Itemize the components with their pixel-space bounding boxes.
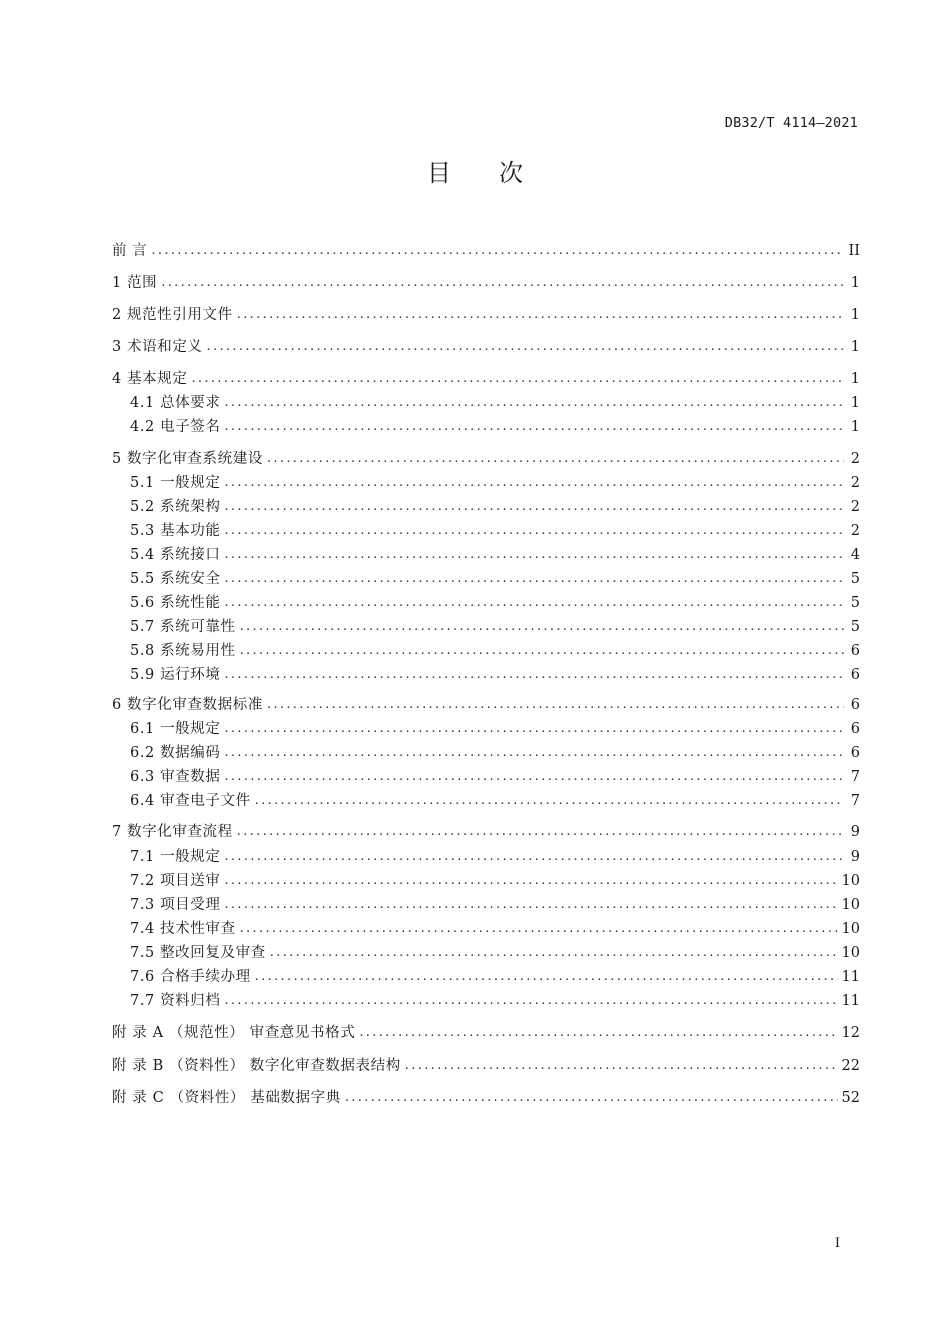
toc-entry-label: 5.8 系统易用性 [130,643,236,659]
toc-entry[interactable] [112,240,860,262]
toc-entry[interactable] [112,592,860,614]
toc-entry-label: 6.3 审查数据 [130,769,221,785]
toc-dot-leader [224,472,844,494]
toc-entry[interactable] [112,568,860,590]
toc-dot-leader [267,448,844,470]
toc-entry-page: 10 [841,945,860,961]
toc-entry-page: 22 [841,1058,860,1074]
toc-dot-leader [224,520,844,542]
toc-entry[interactable] [112,846,860,868]
toc-entry-page: 6 [850,643,860,659]
toc-dot-leader [151,240,844,262]
toc-dot-leader [359,1022,837,1044]
toc-dot-leader [224,544,844,566]
toc-entry-label: 4 基本规定 [112,371,188,387]
toc-entry-label: 7.7 资料归档 [130,993,221,1009]
toc-entry-label: 7.4 技术性审查 [130,921,236,937]
toc-entry-page: 7 [850,769,860,785]
toc-entry[interactable] [112,472,860,494]
toc-entry[interactable] [112,1087,860,1109]
toc-entry-page: 9 [850,849,860,865]
toc-dot-leader [224,496,844,518]
toc-entry[interactable] [112,1022,860,1044]
toc-dot-leader [224,742,844,764]
page-number: I [834,1236,840,1251]
toc-entry-label: 5.7 系统可靠性 [130,619,236,635]
toc-entry-label: 5.5 系统安全 [130,571,221,587]
toc-entry-page: 5 [850,571,860,587]
toc-entry[interactable] [112,272,860,294]
toc-entry-label: 7.5 整改回复及审查 [130,945,266,961]
toc-entry-page: 6 [850,697,860,713]
toc-entry-label: 7.1 一般规定 [130,849,221,865]
toc-entry[interactable] [112,694,860,716]
toc-entry[interactable] [112,392,860,414]
toc-dot-leader [224,664,844,686]
toc-entry-page: 1 [850,339,860,355]
toc-entry[interactable] [112,990,860,1012]
toc-dot-leader [224,392,844,414]
toc-entry-page: 52 [841,1090,860,1106]
toc-entry-page: 6 [850,721,860,737]
toc-entry-label: 5.9 运行环境 [130,667,221,683]
toc-entry-page: 1 [850,275,860,291]
toc-entry-label: 1 范围 [112,275,158,291]
toc-entry-label: 6 数字化审查数据标准 [112,697,263,713]
toc-entry-label: 2 规范性引用文件 [112,307,233,323]
toc-entry-page: 1 [850,395,860,411]
toc-entry-page: 2 [850,475,860,491]
toc-entry[interactable] [112,821,860,843]
toc-entry-page: 10 [841,921,860,937]
toc-entry-page: 2 [850,451,860,467]
toc-entry-page: 10 [841,897,860,913]
toc-entry-page: 10 [841,873,860,889]
toc-entry-label: 7 数字化审查流程 [112,824,233,840]
toc-entry[interactable] [112,742,860,764]
toc-entry[interactable] [112,766,860,788]
toc-entry-label: 附 录 C （资料性） 基础数据字典 [112,1090,341,1106]
toc-entry-page: II [848,243,860,259]
toc-entry-page: 1 [850,371,860,387]
toc-dot-leader [270,942,838,964]
toc-entry-label: 7.2 项目送审 [130,873,221,889]
toc-entry[interactable] [112,368,860,390]
toc-dot-leader [224,766,844,788]
toc-entry[interactable] [112,790,860,812]
toc-dot-leader [224,846,844,868]
toc-entry[interactable] [112,416,860,438]
toc-entry-label: 7.6 合格手续办理 [130,969,251,985]
toc-entry-label: 前 言 [112,243,148,259]
toc-entry-page: 6 [850,745,860,761]
toc-entry[interactable] [112,448,860,470]
toc-entry[interactable] [112,616,860,638]
toc-entry-page: 11 [841,993,860,1009]
toc-dot-leader [240,616,844,638]
toc-entry-page: 6 [850,667,860,683]
toc-dot-leader [345,1087,838,1109]
toc-entry-page: 12 [841,1025,860,1041]
toc-entry[interactable] [112,918,860,940]
toc-entry-label: 5.2 系统架构 [130,499,221,515]
toc-entry[interactable] [112,336,860,358]
toc-entry[interactable] [112,966,860,988]
toc-dot-leader [240,918,838,940]
toc-dot-leader [224,568,844,590]
toc-entry-label: 4.1 总体要求 [130,395,221,411]
toc-entry[interactable] [112,640,860,662]
toc-dot-leader [224,870,837,892]
toc-dot-leader [191,368,844,390]
toc-entry[interactable] [112,544,860,566]
toc-dot-leader [255,966,838,988]
toc-entry-label: 6.2 数据编码 [130,745,221,761]
toc-entry-page: 9 [850,824,860,840]
toc-entry[interactable] [112,304,860,326]
toc-entry-label: 4.2 电子签名 [130,419,221,435]
toc-dot-leader [207,336,844,358]
toc-dot-leader [237,821,844,843]
toc-entry-page: 2 [850,523,860,539]
toc-entry[interactable] [112,520,860,542]
document-code: DB32/T 4114—2021 [724,115,858,131]
toc-dot-leader [224,416,844,438]
toc-entry[interactable] [112,664,860,686]
toc-entry-label: 5.6 系统性能 [130,595,221,611]
toc-entry-label: 5.3 基本功能 [130,523,221,539]
toc-entry-label: 5.4 系统接口 [130,547,221,563]
toc-entry-page: 2 [850,499,860,515]
toc-entry-page: 1 [850,307,860,323]
toc-dot-leader [224,894,837,916]
toc-entry-page: 4 [850,547,860,563]
toc-entry[interactable] [112,942,860,964]
toc-dot-leader [224,990,837,1012]
toc-dot-leader [237,304,844,326]
toc-entry-page: 7 [850,793,860,809]
toc-entry-label: 5.1 一般规定 [130,475,221,491]
page-title: 目次 [427,159,571,187]
toc-entry[interactable] [112,496,860,518]
toc-entry-label: 5 数字化审查系统建设 [112,451,263,467]
toc-entry-label: 3 术语和定义 [112,339,203,355]
toc-entry[interactable] [112,870,860,892]
toc-entry[interactable] [112,1055,860,1077]
toc-entry-page: 11 [841,969,860,985]
toc-entry-page: 5 [850,595,860,611]
toc-entry[interactable] [112,894,860,916]
toc-dot-leader [267,694,844,716]
toc-entry[interactable] [112,718,860,740]
toc-entry-page: 5 [850,619,860,635]
toc-entry-label: 附 录 B （资料性） 数字化审查数据表结构 [112,1058,401,1074]
toc-dot-leader [405,1055,838,1077]
toc-dot-leader [255,790,844,812]
toc-entry-label: 7.3 项目受理 [130,897,221,913]
toc-dot-leader [224,592,844,614]
toc-entry-label: 附 录 A （规范性） 审查意见书格式 [112,1025,356,1041]
toc-dot-leader [224,718,844,740]
toc-dot-leader [240,640,844,662]
toc-dot-leader [161,272,844,294]
toc-entry-label: 6.1 一般规定 [130,721,221,737]
toc-entry-page: 1 [850,419,860,435]
toc-entry-label: 6.4 审查电子文件 [130,793,251,809]
